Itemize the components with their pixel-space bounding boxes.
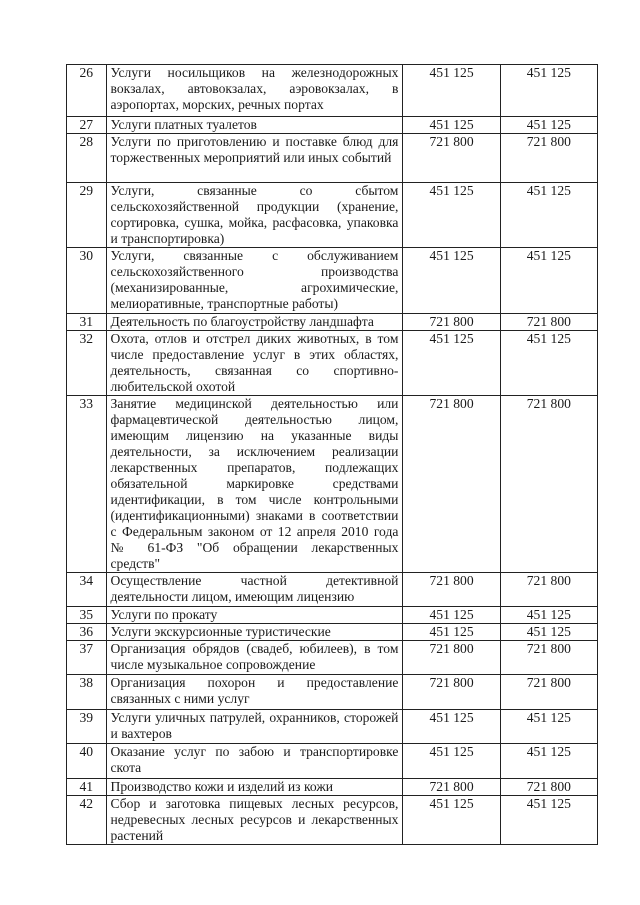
service-name: Услуги уличных патрулей, охранников, сторожей и вахтеров [106,710,403,744]
service-name: Деятельность по благоустройству ландшафта [106,314,403,331]
row-number: 39 [67,710,107,744]
row-number: 27 [67,117,107,134]
value-cell [403,607,500,624]
table-row [67,117,598,134]
value-cell [500,134,597,183]
value-1: 721 800 [429,641,474,656]
value-2: 451 125 [526,710,571,725]
row-number: 41 [67,779,107,796]
value-cell [500,779,597,796]
value-1: 721 800 [429,396,474,411]
service-name: Производство кожи и изделий из кожи [106,779,403,796]
value-2: 451 125 [526,183,571,198]
service-name: Организация похорон и предоставление связанных с ними услуг [106,675,403,710]
row-number: 40 [67,744,107,779]
value-1: 721 800 [429,314,474,329]
value-cell [403,624,500,641]
value-cell [403,183,500,248]
value-cell [500,314,597,331]
value-cell [403,134,500,183]
value-1: 721 800 [429,675,474,690]
service-name: Услуги экскурсионные туристические [106,624,403,641]
value-cell [403,396,500,573]
value-cell [500,396,597,573]
value-1: 451 125 [429,117,474,132]
value-cell [403,710,500,744]
value-2: 721 800 [526,675,571,690]
value-2: 451 125 [526,796,571,811]
value-1: 451 125 [429,710,474,725]
table-row [67,248,598,314]
row-number: 32 [67,331,107,396]
table-row [67,641,598,675]
table-row [67,744,598,779]
table-row [67,331,598,396]
document-page [66,64,598,845]
value-cell [403,675,500,710]
value-cell [500,573,597,607]
service-name: Охота, отлов и отстрел диких животных, в том числе предоставление услуг в этих областях, деятельность, связанная со спортивно-любительской охотой [106,331,403,396]
value-1: 451 125 [429,331,474,346]
value-cell [403,314,500,331]
value-cell [403,796,500,845]
row-number: 34 [67,573,107,607]
row-number: 38 [67,675,107,710]
value-cell [500,331,597,396]
service-name: Услуги платных туалетов [106,117,403,134]
value-1: 451 125 [429,744,474,759]
value-2: 721 800 [526,134,571,149]
value-2: 451 125 [526,65,571,80]
service-name: Организация обрядов (свадеб, юбилеев), в том числе музыкальное сопровождение [106,641,403,675]
value-cell [500,607,597,624]
row-number: 31 [67,314,107,331]
value-cell [403,641,500,675]
value-2: 451 125 [526,331,571,346]
value-2: 721 800 [526,641,571,656]
value-1: 451 125 [429,248,474,263]
value-cell [500,710,597,744]
value-1: 451 125 [429,183,474,198]
table-row [67,710,598,744]
value-cell [500,117,597,134]
value-2: 451 125 [526,117,571,132]
value-2: 721 800 [526,314,571,329]
value-2: 721 800 [526,573,571,588]
table-row [67,796,598,845]
value-1: 451 125 [429,607,474,622]
row-number: 28 [67,134,107,183]
table-row [67,183,598,248]
service-name: Услуги по приготовлению и поставке блюд для торжественных мероприятий или иных событий [106,134,403,183]
tariff-table [66,64,598,845]
value-cell [403,117,500,134]
row-number: 26 [67,65,107,117]
table-row [67,624,598,641]
service-name: Услуги, связанные со сбытом сельскохозяйственной продукции (хранение, сортировка, сушка, мойка, расфасовка, упаковка и транспортировка) [106,183,403,248]
value-1: 451 125 [429,65,474,80]
value-cell [500,65,597,117]
value-cell [403,65,500,117]
service-name: Услуги носильщиков на железнодорожных вокзалах, автовокзалах, аэровокзалах, в аэропортах, морских, речных портах [106,65,403,117]
table-row [67,134,598,183]
table-row [67,396,598,573]
value-2: 451 125 [526,744,571,759]
value-cell [500,183,597,248]
service-name: Занятие медицинской деятельностью или фармацевтической деятельностью лицом, имеющим лицензию на указанные виды деятельности, за исключением реализации лекарственных препаратов, подлежащих обязательной маркировке средствами идентификации, в том числе контрольными (идентификационными) знаками в соответствии с Федеральным законом от 12 апреля 2010 года № 61-ФЗ "Об обращении лекарственных средств" [106,396,403,573]
value-2: 721 800 [526,779,571,794]
value-2: 451 125 [526,248,571,263]
row-number: 36 [67,624,107,641]
value-cell [403,331,500,396]
table-row [67,607,598,624]
service-name: Осуществление частной детективной деятельности лицом, имеющим лицензию [106,573,403,607]
value-cell [500,675,597,710]
value-2: 721 800 [526,396,571,411]
service-name: Услуги по прокату [106,607,403,624]
value-2: 451 125 [526,624,571,639]
row-number: 35 [67,607,107,624]
service-name: Сбор и заготовка пищевых лесных ресурсов, недревесных лесных ресурсов и лекарственных растений [106,796,403,845]
value-1: 451 125 [429,796,474,811]
value-2: 451 125 [526,607,571,622]
row-number: 29 [67,183,107,248]
value-cell [403,744,500,779]
value-1: 721 800 [429,573,474,588]
value-cell [500,641,597,675]
table-row [67,573,598,607]
row-number: 37 [67,641,107,675]
value-1: 721 800 [429,134,474,149]
row-number: 30 [67,248,107,314]
row-number: 33 [67,396,107,573]
value-cell [403,573,500,607]
table-row [67,779,598,796]
table-row [67,314,598,331]
value-cell [403,248,500,314]
table-row [67,675,598,710]
table-row [67,65,598,117]
value-1: 721 800 [429,779,474,794]
value-cell [500,248,597,314]
row-number: 42 [67,796,107,845]
value-cell [500,796,597,845]
service-name: Оказание услуг по забою и транспортировке скота [106,744,403,779]
value-cell [500,624,597,641]
value-1: 451 125 [429,624,474,639]
value-cell [500,744,597,779]
service-name: Услуги, связанные с обслуживанием сельскохозяйственного производства (механизированные, агрохимические, мелиоративные, транспортные работы) [106,248,403,314]
value-cell [403,779,500,796]
